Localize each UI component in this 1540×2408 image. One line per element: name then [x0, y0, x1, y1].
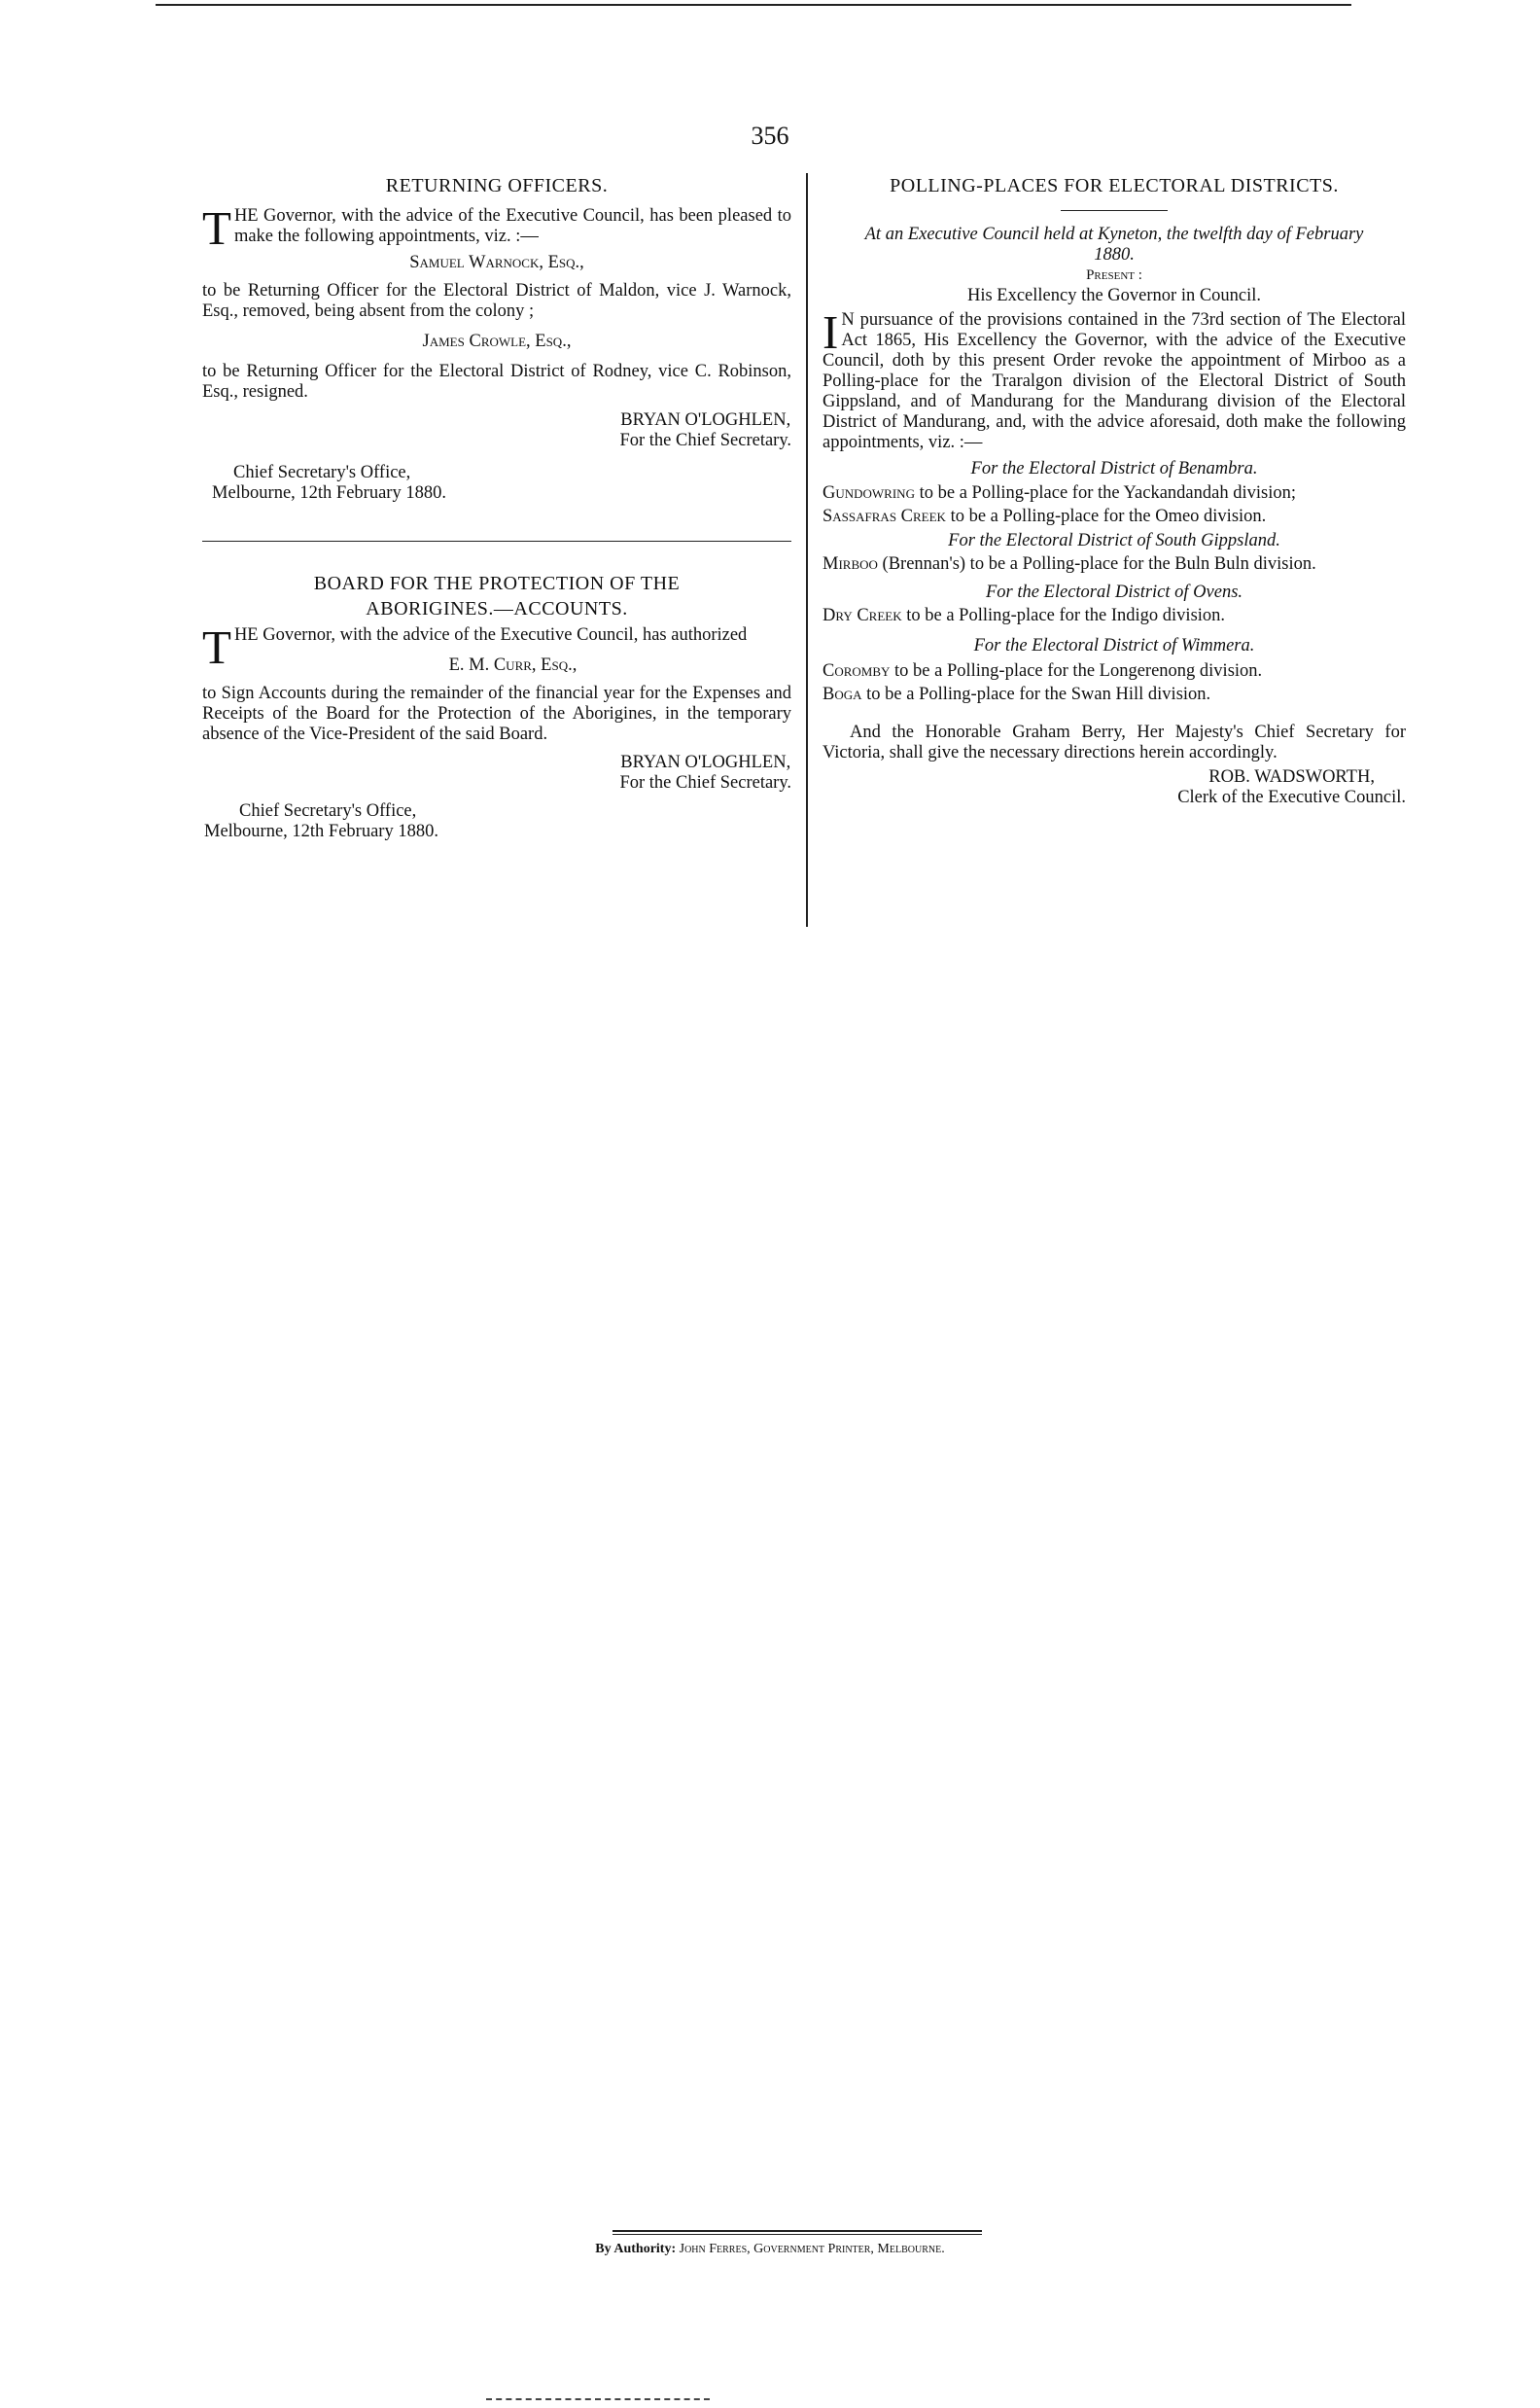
notice-body: to Sign Accounts during the remainder of the financial year for the Expenses and Receipts of the Board for the Protection of the Aborigines, in the temporary absence of the Vice-President of the said Board. — [202, 684, 791, 744]
polling-places-notice — [822, 173, 1406, 808]
signatory-name: BRYAN O'LOGHLEN, — [620, 410, 791, 430]
section-heading: POLLING-PLACES FOR ELECTORAL DISTRICTS. — [890, 175, 1339, 196]
signatory-role: For the Chief Secretary. — [619, 431, 791, 450]
signature-block — [822, 767, 1406, 808]
appointee-name: Samuel Warnock, Esq., — [409, 253, 584, 272]
district-heading: For the Electoral District of South Gippsland. — [948, 531, 1280, 550]
top-rule — [156, 4, 1351, 6]
office-dateline: Chief Secretary's Office, Melbourne, 12th February 1880. — [212, 463, 446, 503]
place-name: Coromby — [822, 661, 891, 681]
place-name: Sassafras Creek — [822, 507, 946, 526]
right-column — [822, 173, 1406, 808]
section-divider — [202, 541, 791, 542]
column-divider — [806, 173, 808, 927]
printer-imprint — [0, 2242, 1540, 2257]
place-name: Boga — [822, 685, 862, 704]
place-name: Dry Creek — [822, 606, 902, 625]
appointment-entry: Coromby to be a Polling-place for the Longerenong division. — [822, 661, 1263, 681]
returning-officers-notice — [202, 173, 791, 504]
appointment-entry: Boga to be a Polling-place for the Swan Hill division. — [822, 685, 1211, 704]
place-name: Mirboo — [822, 554, 878, 574]
present-label: Present : — [1086, 267, 1142, 283]
appointee-name: E. M. Curr, Esq., — [448, 655, 578, 675]
appointee-name: James Crowle, Esq., — [422, 332, 572, 351]
section-heading: ABORIGINES.—ACCOUNTS. — [366, 598, 628, 620]
district-heading: For the Electoral District of Wimmera. — [973, 636, 1255, 655]
bottom-rule — [486, 2398, 710, 2400]
place-name: Gundowring — [822, 483, 915, 503]
page-number: 356 — [751, 122, 789, 150]
short-rule — [1061, 210, 1168, 211]
drop-cap: T — [202, 201, 231, 255]
footer-rule — [612, 2234, 982, 2235]
present-excellency: His Excellency the Governor in Council. — [966, 286, 1262, 305]
notice-intro: THE Governor, with the advice of the Executive Council, has authorized — [202, 620, 748, 674]
appointment-text: to be Returning Officer for the Electoral District of Rodney, vice C. Robinson, Esq., resigned. — [202, 362, 791, 402]
signatory-role: For the Chief Secretary. — [619, 773, 791, 793]
closing-text: And the Honorable Graham Berry, Her Majesty's Chief Secretary for Victoria, shall give the necessary directions herein accordingly. — [822, 723, 1406, 762]
imprint-text: John Ferres, Government Printer, Melbourne. — [679, 2242, 945, 2256]
appointment-entry: Gundowring to be a Polling-place for the Yackandandah division; — [822, 483, 1296, 503]
council-dateline: At an Executive Council held at Kyneton, the twelfth day of February 1880. — [864, 225, 1364, 265]
drop-cap: T — [202, 620, 231, 674]
appointment-entry: Dry Creek to be a Polling-place for the Indigo division. — [822, 606, 1226, 625]
aborigines-board-notice — [202, 571, 791, 842]
office-dateline: Chief Secretary's Office, Melbourne, 12th February 1880. — [204, 801, 438, 841]
imprint-label: By Authority: — [595, 2242, 677, 2256]
signature-block — [202, 753, 791, 794]
district-heading: For the Electoral District of Benambra. — [970, 459, 1258, 478]
drop-cap: I — [822, 305, 839, 359]
footer-rule — [612, 2230, 982, 2232]
section-heading: RETURNING OFFICERS. — [385, 175, 609, 196]
notice-intro: THE Governor, with the advice of the Executive Council, has been pleased to make the following appointments, viz. :— — [202, 201, 791, 255]
signature-block — [202, 410, 791, 451]
appointment-entry: Sassafras Creek to be a Polling-place for the Omeo division. — [822, 507, 1267, 526]
appointment-entry: Mirboo (Brennan's) to be a Polling-place for the Buln Buln division. — [822, 554, 1316, 574]
section-heading: BOARD FOR THE PROTECTION OF THE — [313, 573, 681, 594]
signatory-name: BRYAN O'LOGHLEN, — [620, 753, 791, 772]
signatory-role: Clerk of the Executive Council. — [1177, 788, 1406, 807]
left-column — [202, 173, 791, 842]
district-heading: For the Electoral District of Ovens. — [985, 583, 1243, 602]
appointment-text: to be Returning Officer for the Electoral District of Maldon, vice J. Warnock, Esq., removed, being absent from the colony ; — [202, 281, 791, 321]
signatory-name: ROB. WADSWORTH, — [1208, 767, 1375, 787]
order-text: I N pursuance of the provisions contained in the 73rd section of The Electoral Act 1865, His Excellency the Governor, with the advice of the Executive Council, doth by this present Order revoke the appointment of Mirboo as a Polling-place for the Traralgon division of the Electoral District of South Gippsland, and of Mandurang for the Mandurang division of the Electoral District of Mandurang, and, with the advice aforesaid, doth make the following appointments, viz. :— — [822, 305, 1406, 452]
